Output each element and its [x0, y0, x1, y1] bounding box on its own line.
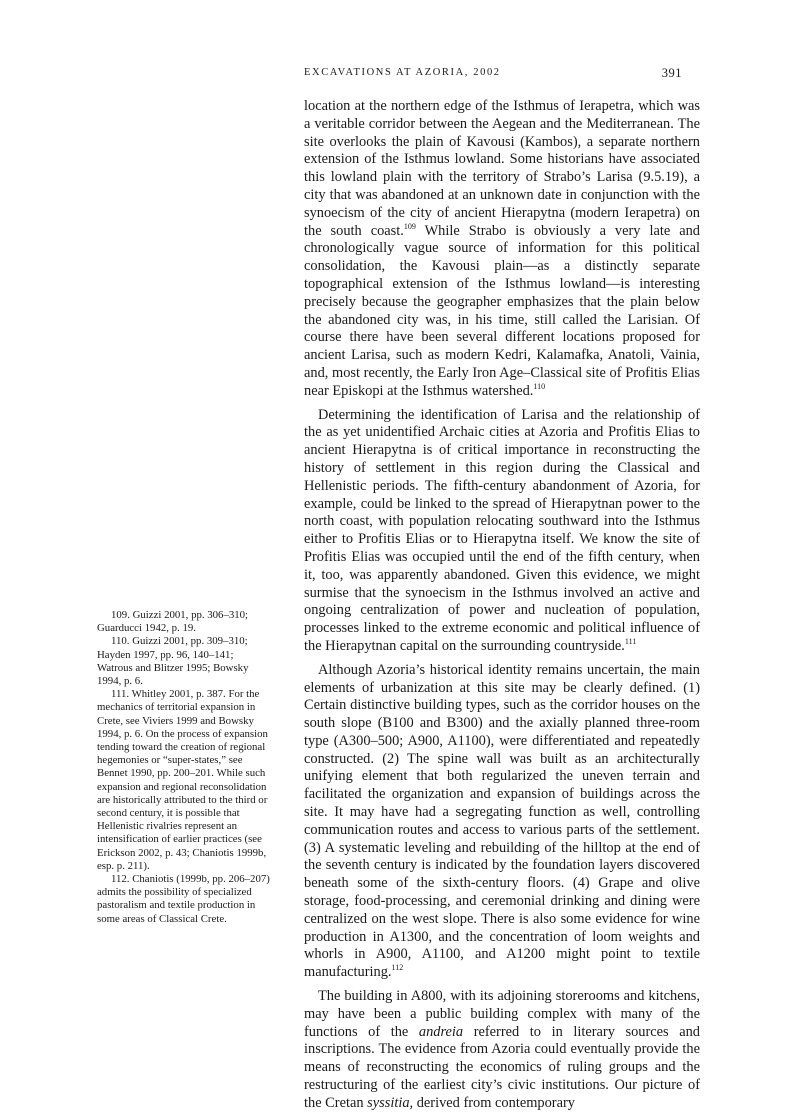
footnote-ref-111: 111 [624, 636, 637, 646]
paragraph-text: The building in A800, with its adjoining storerooms and kitchens, may have been a public building complex with many of the functions of the [304, 988, 700, 1040]
paragraph-text: Determining the identification of Larisa and the relationship of the as yet unidentified Archaic cities at Azoria and Profitis Elias to ancient Hierapytna is of critical importance in reconstructing the history of settlement in this region during the Classical and Hellenistic periods. The fifth-century abandonment of Azoria, for example, could be linked to the spread of Hierapytnan power to the north coast, with population relocating southward into the Isthmus either to Profitis Elias or to Hierapytna itself. We know the site of Profitis Elias was occupied until the end of the fifth century, when it, too, was apparently abandoned. Given this evidence, we might surmise that the synoecism in the Isthmus involved an active and ongoing centralization of power and nucleation of population, processes linked to the extreme economic and political influence of the Hierapytnan capital on the surrounding countryside. [304, 406, 700, 654]
footnote-111: 111. Whitley 2001, p. 387. For the mechanics of territorial expansion in Crete, see Viviers 1999 and Bowsky 1994, p. 6. On the process of expansion tending toward the creation of regional hegemonies or “super-states,” see Bennet 1990, pp. 200–201. While such expansion and regional reconsolidation are historically attributed to the third or second century, it is possible that Hellenistic rivalries represent an intensification of earlier practices (see Erickson 2002, p. 43; Chaniotis 1999b, esp. p. 211). [97, 688, 268, 872]
paragraph-text: Although Azoria’s historical identity remains uncertain, the main elements of urbanization at this site may be clearly defined. (1) Certain distinctive building types, such as the corridor houses on the south slope (B100 and B300) and the axially planned three-room type (A300–500; A900, A1100), were differentiated and repeatedly constructed. (2) The spine wall was built as an architecturally unifying element that both regularized the uneven terrain and facilitated the organization and expansion of buildings across the site. It may have had a segregating function as well, controlling communication routes and access to various parts of the settlement. (3) A systematic leveling and rebuilding of the hilltop at the end of the seventh century is indicated by the foundation layers discovered beneath some of the sixth-century floors. (4) Grape and olive storage, food-processing, and ceremonial drinking and dining were centralized on the west slope. There is also some evidence for wine production in A1300, and the concentration of loom weights and whorls in A900, A1100, and A1200 might point to textile manufacturing. [304, 661, 700, 981]
paragraph-text: referred to in literary sources and inscriptions. The evidence from Azoria could eventually provide the means of reconstructing the economics of ruling groups and the restructuring of the earliest city’s civic institutions. Our picture of the Cretan [304, 1023, 700, 1111]
page-number: 391 [661, 66, 682, 80]
paragraph-text: derived from contemporary [413, 1094, 575, 1111]
main-text-column [304, 98, 700, 1113]
italic-term-syssitia: syssitia, [367, 1094, 414, 1111]
footnotes-column [97, 609, 271, 926]
paragraph-4 [304, 988, 700, 1113]
footnote-110: 110. Guizzi 2001, pp. 309–310; Hayden 1997, pp. 96, 140–141; Watrous and Blitzer 1995; Bowsky 1994, p. 6. [97, 635, 249, 688]
footnote-ref-109: 109 [403, 221, 416, 231]
paragraph-1 [304, 98, 700, 401]
footnote-112: 112. Chaniotis (1999b, pp. 206–207) admits the possibility of specialized pastoralism and textile production in some areas of Classical Crete. [97, 873, 270, 925]
paragraph-3 [304, 662, 700, 982]
running-title: EXCAVATIONS AT AZORIA, 2002 [304, 67, 501, 78]
footnote-ref-110: 110 [533, 381, 546, 391]
paragraph-text: location at the northern edge of the Isthmus of Ierapetra, which was a veritable corridor between the Aegean and the Mediterranean. The site overlooks the plain of Kavousi (Kambos), a separate northern extension of the Isthmus lowland. Some historians have associated this lowland plain with the territory of Strabo’s Larisa (9.5.19), a city that was abandoned at an unknown date in conjunction with the synoecism of the city of ancient Hierapytna (modern Ierapetra) on the south coast. [304, 98, 700, 239]
running-head [296, 67, 726, 83]
footnote-109: 109. Guizzi 2001, pp. 306–310; Guarducci 1942, p. 19. [97, 609, 249, 635]
footnote-ref-112: 112 [391, 963, 404, 973]
paragraph-text: While Strabo is obviously a very late and chronologically vague source of information for this political consolidation, the Kavousi plain—as a distinctly separate topographical extension of the Isthmus lowland—is interesting precisely because the geographer emphasizes that the plain below the abandoned city was, in his time, still called the Larisian. Of course there have been several different locations proposed for ancient Larisa, such as modern Kedri, Kalamafka, Anatoli, Vainia, and, most recently, the Early Iron Age–Classical site of Profitis Elias near Episkopi at the Isthmus watershed. [304, 222, 700, 399]
italic-term-andreia: andreia [418, 1023, 464, 1040]
paragraph-2 [304, 407, 700, 656]
